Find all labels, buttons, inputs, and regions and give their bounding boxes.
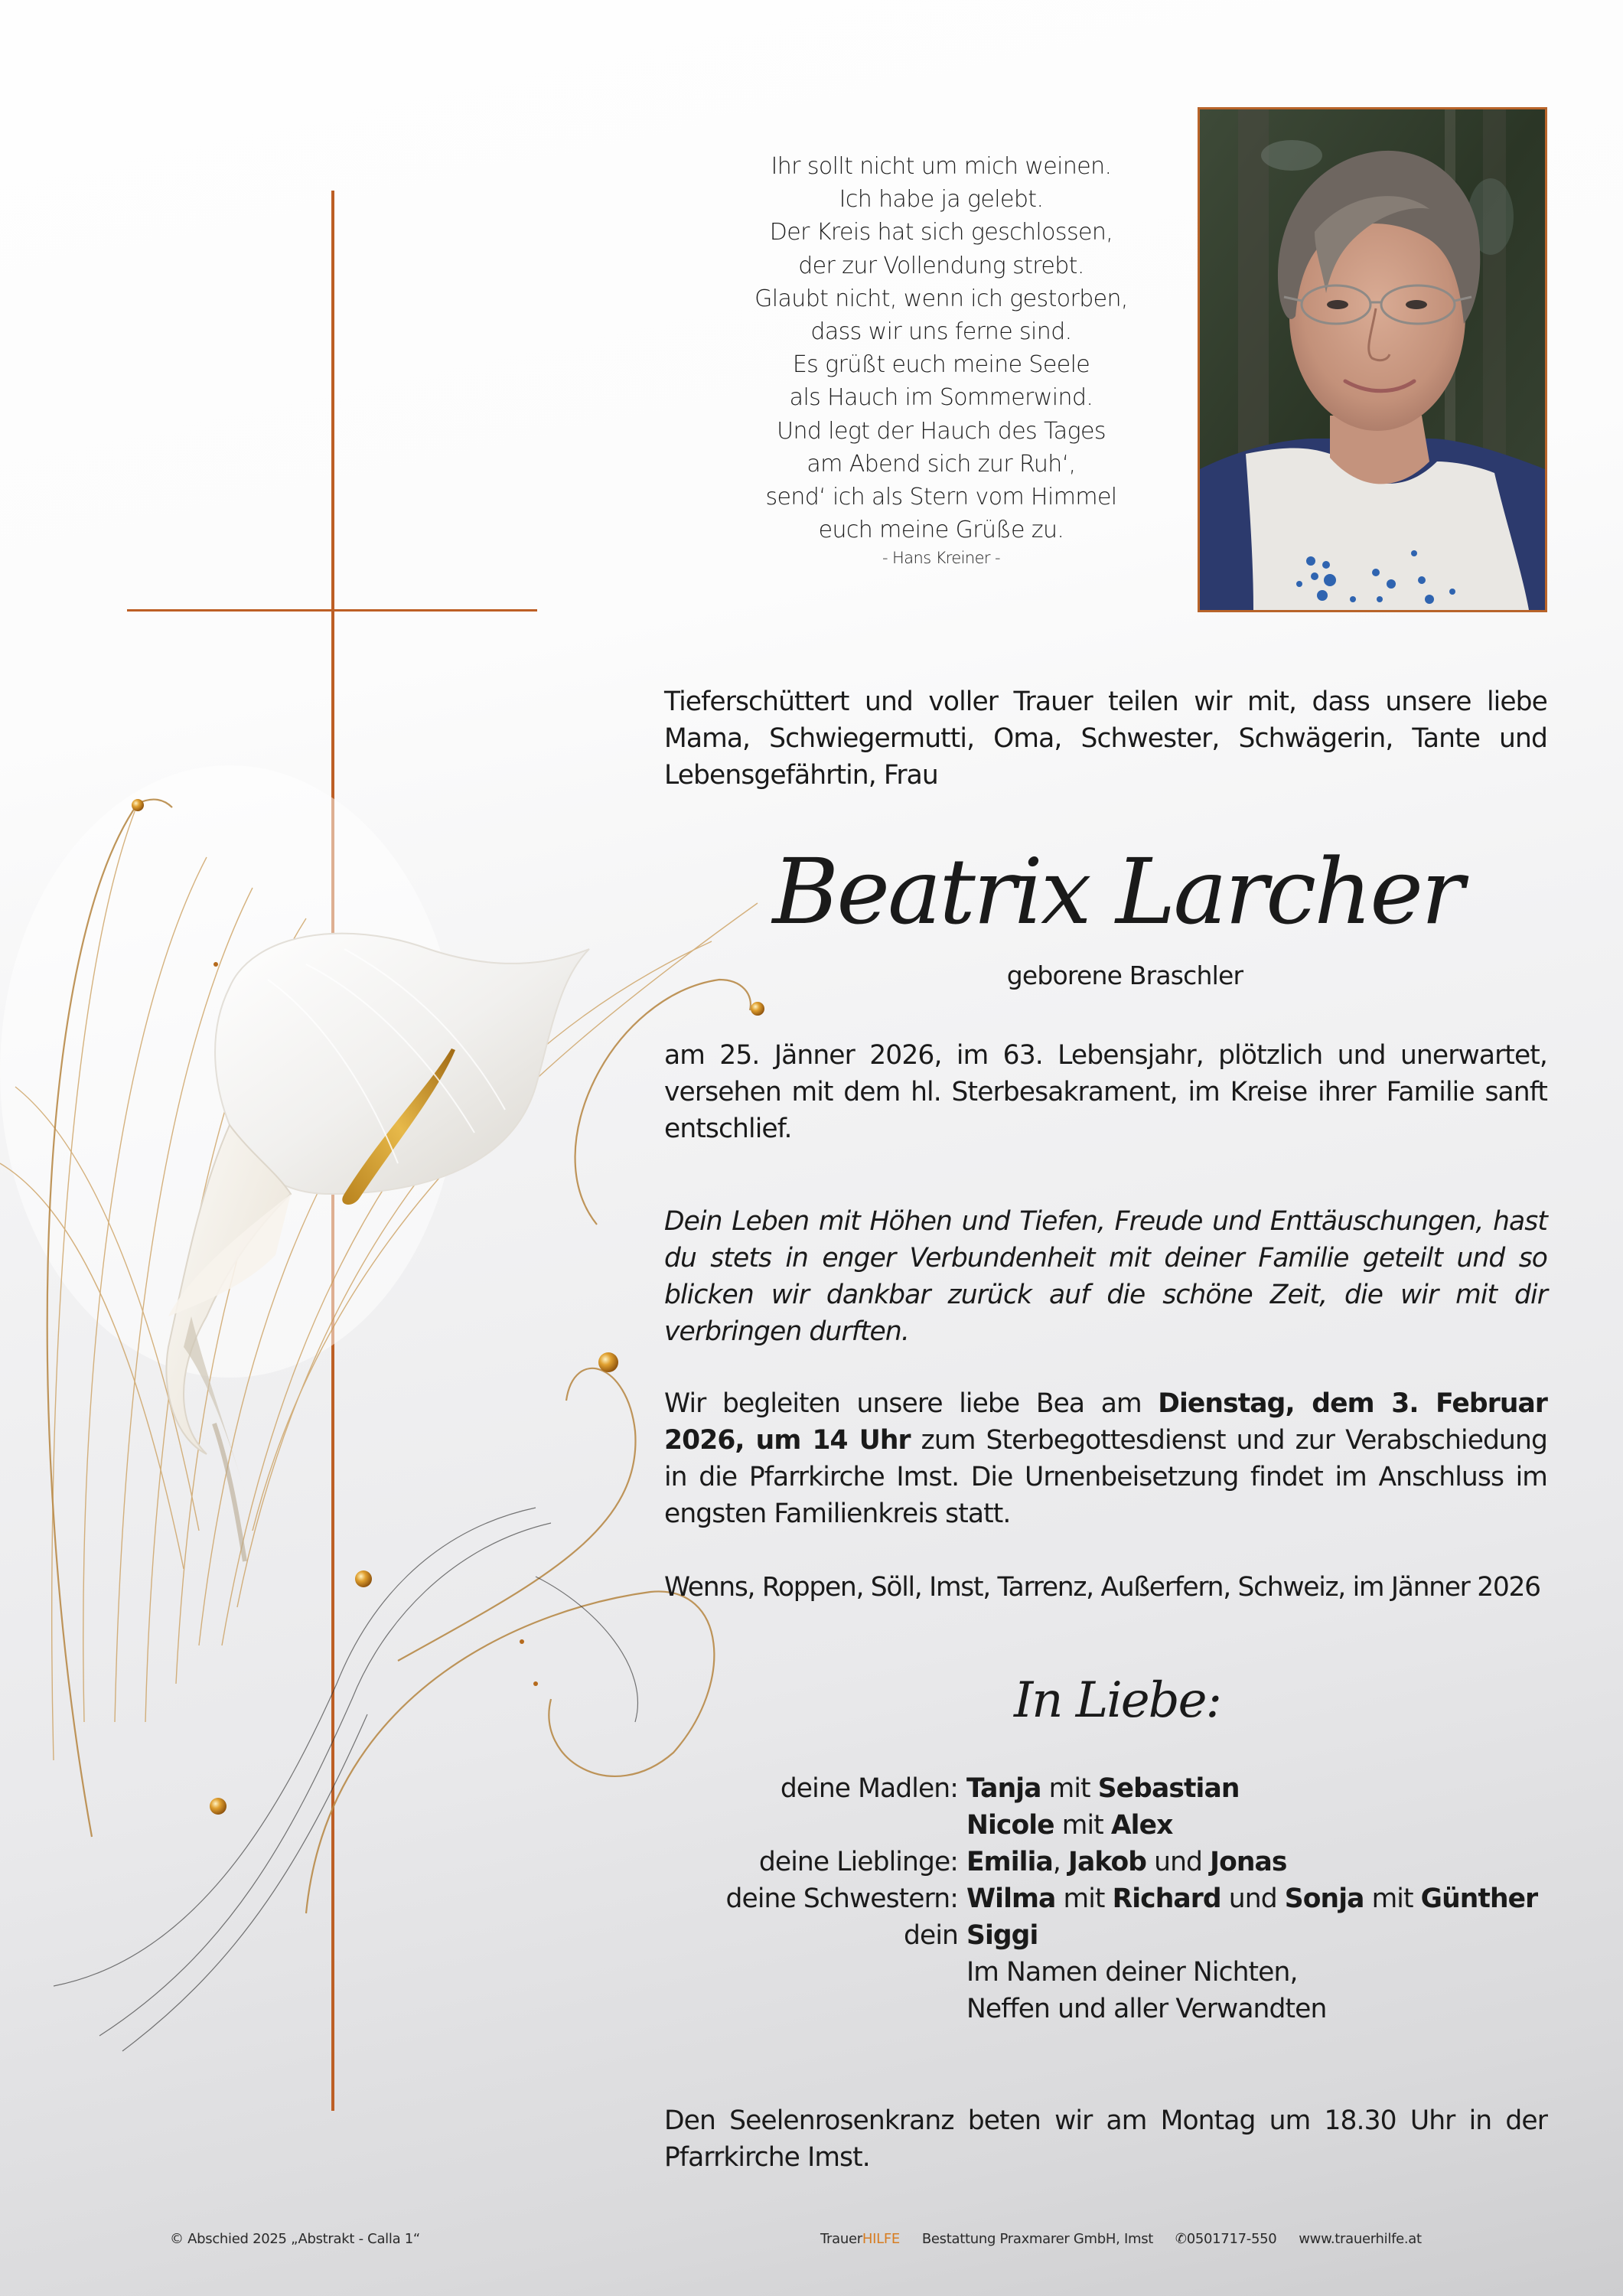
poem-line: dass wir uns ferne sind. bbox=[810, 318, 1072, 346]
tribute bbox=[664, 1203, 1547, 1350]
company-name: Bestattung Praxmarer GmbH, Imst bbox=[921, 2231, 1154, 2247]
mourner-name: Richard bbox=[1112, 1883, 1221, 1914]
death-notice bbox=[664, 1037, 1547, 1147]
poem-line: Ich habe ja gelebt. bbox=[839, 186, 1044, 214]
mourner-relation bbox=[673, 1954, 962, 1991]
mourner-row bbox=[673, 1770, 1553, 1807]
place-date-line: Wenns, Roppen, Söll, Imst, Tarrenz, Außerfern, Schweiz, im Jänner 2026 bbox=[664, 1572, 1540, 1603]
mourner-row bbox=[673, 1844, 1553, 1880]
connector-text: mit bbox=[1055, 1883, 1113, 1914]
rosary-paragraph: Den Seelenrosenkranz beten wir am Montag um 18.30 Uhr in der Pfarrkirche Imst. bbox=[664, 2105, 1547, 2173]
funeral-home-footer bbox=[820, 2231, 1422, 2247]
connector-text: mit bbox=[1041, 1773, 1098, 1804]
mourner-names bbox=[962, 1770, 1240, 1807]
deceased-name: Beatrix Larcher bbox=[772, 839, 1462, 944]
place-date bbox=[664, 1569, 1547, 1606]
funeral-date-time: Dienstag, dem 3. Februar 2026, um 14 Uhr bbox=[664, 1388, 1547, 1456]
connector-text: und bbox=[1221, 1883, 1285, 1914]
mourner-relation: deine Lieblinge: bbox=[758, 1847, 958, 1877]
phone-icon: ✆ bbox=[1175, 2231, 1187, 2247]
mourner-name: Sebastian bbox=[1097, 1773, 1240, 1804]
mourner-row bbox=[673, 1991, 1553, 2027]
mourner-names bbox=[962, 1991, 1326, 2027]
mourner-row bbox=[673, 1807, 1553, 1844]
mourner-name: Siggi bbox=[966, 1920, 1038, 1951]
poem-line: Und legt der Hauch des Tages bbox=[777, 417, 1106, 445]
intro-paragraph: Tieferschüttert und voller Trauer teilen wir mit, dass unsere liebe Mama, Schwiegermutti, Oma, Schwester, Schwägerin, Tante und Lebensgefährtin, Frau bbox=[664, 687, 1547, 791]
connector-text: , bbox=[1052, 1847, 1069, 1877]
mourner-name: Tanja bbox=[966, 1773, 1041, 1804]
poem-line: Glaubt nicht, wenn ich gestorben, bbox=[754, 285, 1128, 312]
rosary-info bbox=[664, 2102, 1547, 2176]
intro-text bbox=[664, 683, 1547, 794]
mourner-relation bbox=[673, 1807, 962, 1844]
website-link[interactable]: www.trauerhilfe.at bbox=[1299, 2231, 1422, 2247]
poem bbox=[689, 150, 1194, 569]
mourner-row bbox=[673, 1917, 1553, 1954]
funeral-paragraph bbox=[664, 1385, 1547, 1532]
mourner-relation: deine Schwestern: bbox=[725, 1883, 958, 1914]
mourner-name: Emilia bbox=[966, 1847, 1053, 1877]
mourner-name: Günther bbox=[1420, 1883, 1538, 1914]
poem-line: Es grüßt euch meine Seele bbox=[792, 351, 1090, 379]
copyright-note: © Abschied 2025 „Abstrakt - Calla 1“ bbox=[170, 2231, 420, 2247]
phone-number[interactable]: 0501717-550 bbox=[1186, 2231, 1277, 2247]
mourner-row bbox=[673, 1954, 1553, 1991]
mourner-names bbox=[962, 1917, 1038, 1954]
funeral-prefix: Wir begleiten unsere liebe Bea am bbox=[664, 1388, 1159, 1419]
poem-line: Ihr sollt nicht um mich weinen. bbox=[771, 153, 1112, 180]
mourners-list bbox=[673, 1770, 1553, 2027]
mourner-name: Jakob bbox=[1068, 1847, 1147, 1877]
poem-line: am Abend sich zur Ruh‘, bbox=[807, 450, 1076, 478]
cross-vertical-beam bbox=[331, 191, 334, 2111]
connector-text: Im Namen deiner Nichten, bbox=[966, 1957, 1298, 1988]
poem-line: Der Kreis hat sich geschlossen, bbox=[769, 219, 1113, 246]
cross-horizontal-beam bbox=[127, 609, 537, 612]
connector-text: und bbox=[1146, 1847, 1211, 1877]
mourners-heading: In Liebe: bbox=[1013, 1672, 1221, 1729]
birth-name: geborene Braschler bbox=[1006, 960, 1243, 990]
mourner-row bbox=[673, 1880, 1553, 1917]
mourner-relation: dein bbox=[904, 1920, 958, 1951]
funeral-info bbox=[664, 1385, 1547, 1532]
mourner-names bbox=[962, 1844, 1287, 1880]
mourner-names bbox=[962, 1954, 1298, 1991]
mourner-names bbox=[962, 1807, 1172, 1844]
portrait-photo bbox=[1198, 107, 1547, 612]
portrait-illustration bbox=[1200, 109, 1545, 610]
death-notice-paragraph: am 25. Jänner 2026, im 63. Lebensjahr, plötzlich und unerwartet, versehen mit dem hl. Sterbesakrament, im Kreise ihrer Familie sanft entschlief. bbox=[664, 1040, 1547, 1144]
poem-line: der zur Vollendung strebt. bbox=[798, 252, 1084, 279]
mourner-names bbox=[962, 1880, 1537, 1917]
connector-text: mit bbox=[1364, 1883, 1421, 1914]
brand-name: TrauerHILFE bbox=[820, 2231, 900, 2247]
mourner-name: Wilma bbox=[966, 1883, 1056, 1914]
funeral-suffix: zum Sterbegottesdienst und zur Verabschiedung in die Pfarrkirche Imst. Die Urnenbeisetzung findet im Anschluss im engsten Familienkreis statt. bbox=[664, 1425, 1547, 1529]
poem-line: send‘ ich als Stern vom Himmel bbox=[765, 484, 1117, 511]
connector-text: mit bbox=[1054, 1810, 1111, 1841]
connector-text: Neffen und aller Verwandten bbox=[966, 1994, 1327, 2024]
mourner-name: Jonas bbox=[1210, 1847, 1287, 1877]
mourner-relation bbox=[673, 1991, 962, 2027]
poem-line: als Hauch im Sommerwind. bbox=[789, 384, 1093, 412]
mourner-name: Sonja bbox=[1284, 1883, 1364, 1914]
calla-lily-illustration bbox=[0, 765, 765, 2066]
poem-author: - Hans Kreiner - bbox=[882, 549, 1001, 568]
mourner-relation: deine Madlen: bbox=[780, 1773, 958, 1804]
poem-line: euch meine Grüße zu. bbox=[818, 517, 1064, 544]
mourner-name: Nicole bbox=[966, 1810, 1054, 1841]
tribute-paragraph: Dein Leben mit Höhen und Tiefen, Freude und Enttäuschungen, hast du stets in enger Verbundenheit mit deiner Familie geteilt und so blicken wir dankbar zurück auf die schöne Zeit, die wir mit dir verbringen durften. bbox=[664, 1206, 1547, 1347]
mourner-name: Alex bbox=[1110, 1810, 1173, 1841]
